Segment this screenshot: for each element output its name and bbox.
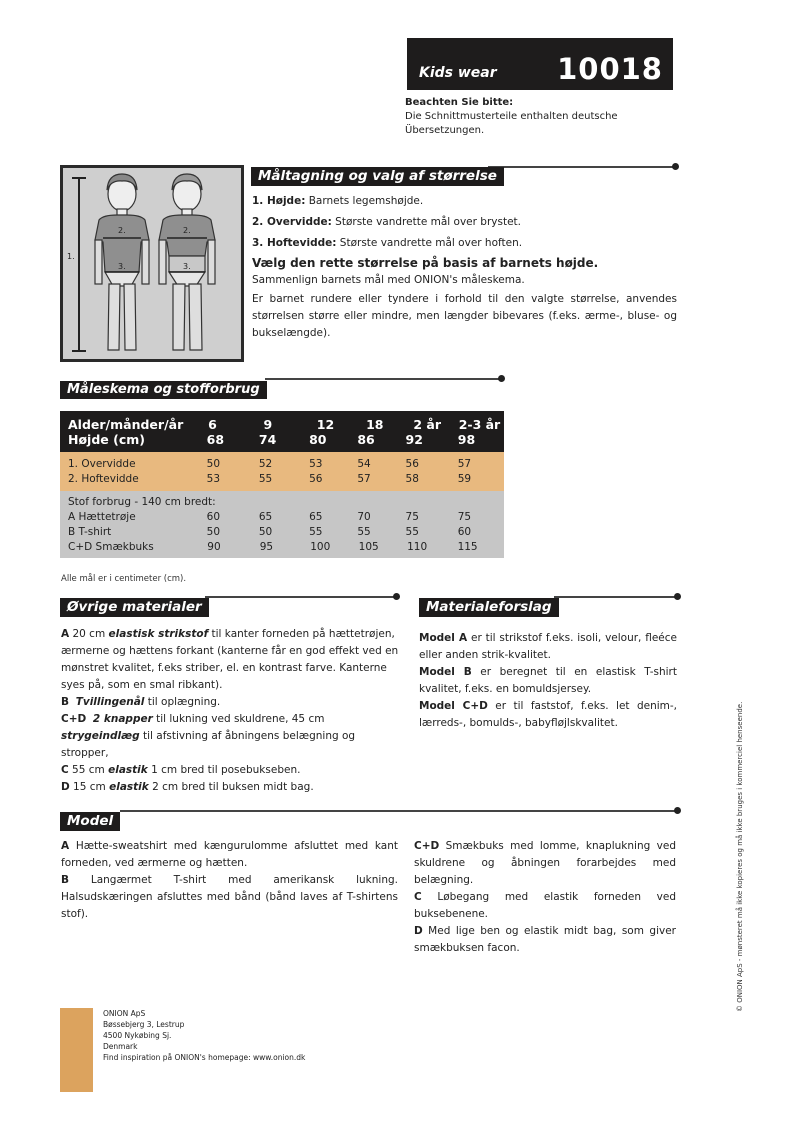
item-label: Model C+D — [419, 700, 488, 712]
item-label: C+D — [61, 713, 87, 725]
table-cell: 57 — [457, 458, 472, 470]
material-suggestions-text — [419, 630, 677, 732]
item-emphasis: Tvillingenål — [75, 696, 145, 708]
header-cell: 18 — [366, 417, 384, 432]
table-cell: 53 — [206, 473, 221, 485]
measuring-text — [252, 193, 677, 342]
table-cell: 90 — [207, 541, 221, 553]
measure-item — [252, 193, 677, 210]
item-text: er beregnet til en elastisk T-shirt kvalitet, f.eks. en bomuldsjersey. — [419, 666, 677, 695]
item-label: A — [61, 840, 70, 852]
material-item — [61, 694, 401, 711]
company-address: Bøssebjerg 3, Lestrup — [103, 1020, 185, 1029]
item-text: Med lige ben og elastik midt bag, som giver smækbuksen facon. — [414, 925, 676, 954]
other-materials-title: Øvrige materialer — [60, 598, 209, 617]
model-item — [414, 923, 676, 957]
header-cell: Højde (cm) — [68, 432, 145, 447]
size-chart-title: Måleskema og stofforbrug — [60, 381, 267, 399]
measure-item-label: 1. Højde: — [252, 195, 306, 207]
table-cell: 55 — [357, 526, 371, 538]
note-title: Beachten Sie bitte: — [405, 97, 514, 108]
item-text: Løbegang med elastik forneden ved buksebenene. — [414, 891, 676, 920]
item-label: A — [61, 628, 70, 640]
table-header — [60, 411, 504, 452]
header-cell: 98 — [457, 432, 476, 447]
item-emphasis: strygeindlæg — [61, 730, 140, 742]
model-item — [414, 838, 676, 889]
item-text: 55 cm — [68, 764, 109, 776]
item-text: til oplægning. — [144, 696, 221, 708]
item-text: Langærmet T-shirt med amerikansk lukning. Halsudskæringen afsluttes med bånd (bånd laves af T-shirtens stof). — [61, 874, 398, 920]
table-header-row — [60, 417, 504, 432]
measure-item-text: Største vandrette mål over brystet. — [331, 216, 521, 228]
table-footnote: Alle mål er i centimeter (cm). — [61, 574, 187, 584]
table-cell: 60 — [206, 511, 221, 523]
table-cell: 65 — [258, 511, 273, 523]
item-text: til lukning ved skuldrene, 45 cm — [152, 713, 325, 725]
table-cell: 100 — [310, 541, 331, 553]
model-section-title: Model — [60, 812, 120, 831]
item-emphasis: elastik — [109, 781, 149, 793]
material-item — [61, 762, 401, 779]
note-line: Übersetzungen. — [405, 125, 485, 136]
table-row — [60, 540, 504, 555]
chest-marker: 2. — [118, 226, 126, 235]
header-cell: 12 — [316, 417, 335, 432]
material-item — [61, 626, 401, 694]
advice-text: Er barnet rundere eller tyndere i forhold til den valgte størrelse, anvendes størrelsen større eller mindre, men længder bibevares (f.eks. ærme-, bluse- og bukselængde). — [252, 293, 677, 339]
rule-end-dot-icon — [674, 807, 681, 814]
table-cell: 58 — [405, 473, 419, 485]
height-marker: 1. — [67, 252, 75, 261]
row-label: B T-shirt — [68, 526, 112, 538]
table-cell: 55 — [309, 526, 323, 538]
item-text: er til faststof, f.eks. let denim-, lærreds-, bomulds-, babyfløjlskvalitet. — [419, 700, 677, 729]
item-label: Model B — [419, 666, 472, 678]
row-label: 1. Overvidde — [68, 458, 136, 470]
item-text: 20 cm — [69, 628, 109, 640]
company-address: 4500 Nykøbing Sj. — [103, 1031, 172, 1040]
other-materials-text — [61, 626, 401, 796]
table-cell: 95 — [259, 541, 274, 553]
table-cell: 56 — [405, 458, 419, 470]
material-suggestions-title: Materialeforslag — [419, 598, 559, 617]
fabric-title: Stof forbrug - 140 cm bredt: — [68, 496, 216, 508]
header-cell: 74 — [258, 432, 277, 447]
model-item — [61, 838, 398, 872]
header-cell: 68 — [206, 432, 225, 447]
item-text: Smækbuks med lomme, knaplukning ved skuldrene og åbningen forarbejdes med belægning. — [414, 840, 676, 886]
header-cell: Alder/månder/år — [68, 417, 184, 432]
item-label: D — [61, 781, 70, 793]
model-text-left — [61, 838, 398, 923]
suggestion-item — [419, 698, 677, 732]
note-line: Die Schnittmusterteile enthalten deutsche — [405, 111, 618, 122]
table-cell: 59 — [457, 473, 472, 485]
measure-item-text: Barnets legemshøjde. — [305, 195, 424, 207]
chest-marker: 2. — [183, 226, 191, 235]
header-cell: 92 — [405, 432, 423, 447]
model-item — [61, 872, 398, 923]
table-cell: 57 — [357, 473, 371, 485]
table-cell: 55 — [258, 473, 273, 485]
suggestion-item — [419, 630, 677, 664]
compare-text: Sammenlign barnets mål med ONION's måleskema. — [252, 274, 525, 286]
table-cell: 110 — [407, 541, 428, 553]
header-cell: 80 — [309, 432, 327, 447]
table-cell: 56 — [309, 473, 323, 485]
header-cell: 2-3 år — [458, 417, 501, 432]
item-label: D — [414, 925, 423, 937]
item-text: 2 cm bred til buksen midt bag. — [148, 781, 314, 793]
section-rule — [488, 166, 674, 168]
section-rule — [554, 596, 676, 598]
pattern-header — [407, 38, 673, 90]
pattern-number: 10018 — [557, 52, 663, 86]
copyright-notice: © ONION ApS - mønsteret må ikke kopieres og må ikke bruges i kommerciel henseende. — [736, 701, 744, 1012]
measurement-figure — [60, 165, 244, 362]
row-label: C+D Smækbuks — [68, 541, 154, 553]
item-emphasis: 2 knapper — [92, 713, 153, 725]
item-label: C — [414, 891, 422, 903]
category-label: Kids wear — [419, 65, 497, 81]
table-cell: 54 — [357, 458, 371, 470]
company-website[interactable]: Find inspiration på ONION's homepage: www.onion.dk — [103, 1053, 306, 1062]
item-text: 15 cm — [69, 781, 110, 793]
header-cell: 2 år — [413, 417, 442, 432]
item-label: C — [61, 764, 69, 776]
size-emphasis: Vælg den rette størrelse på basis af barnets højde. — [252, 256, 599, 270]
measure-item — [252, 235, 677, 252]
item-text: Hætte-sweatshirt med kængurulomme afsluttet med kant forneden, ved ærmerne og hætten. — [61, 840, 398, 869]
company-name: ONION ApS — [103, 1009, 146, 1018]
section-rule — [205, 596, 395, 598]
rule-end-dot-icon — [393, 593, 400, 600]
table-cell: 70 — [357, 511, 371, 523]
company-country: Denmark — [103, 1042, 138, 1051]
row-label: A Hættetrøje — [68, 511, 136, 523]
material-item — [61, 711, 401, 762]
measuring-section-title: Måltagning og valg af størrelse — [251, 167, 504, 186]
table-cell: 105 — [358, 541, 379, 553]
item-text: er til strikstof f.eks. isoli, velour, fleéce eller anden strik-kvalitet. — [419, 632, 677, 661]
fabric-rows — [60, 491, 504, 558]
rule-end-dot-icon — [674, 593, 681, 600]
table-cell: 53 — [309, 458, 323, 470]
translation-note — [405, 96, 618, 138]
table-row — [60, 510, 504, 525]
rule-end-dot-icon — [498, 375, 505, 382]
section-rule — [120, 810, 676, 812]
header-cell: 6 — [208, 417, 217, 432]
table-cell: 75 — [457, 511, 472, 523]
measurement-rows — [60, 452, 504, 491]
hip-marker: 3. — [118, 262, 126, 271]
table-cell: 55 — [405, 526, 419, 538]
header-cell: 86 — [357, 432, 375, 447]
rule-end-dot-icon — [672, 163, 679, 170]
measure-item-text: Største vandrette mål over hoften. — [336, 237, 523, 249]
item-emphasis: elastik — [108, 764, 148, 776]
section-rule — [265, 378, 499, 380]
measure-item-label: 2. Overvidde: — [252, 216, 332, 228]
table-cell: 50 — [258, 526, 273, 538]
item-emphasis: elastisk strikstof — [108, 628, 209, 640]
fabric-title-row — [60, 495, 504, 510]
model-text-right — [414, 838, 676, 957]
measure-item-label: 3. Hoftevidde: — [252, 237, 337, 249]
row-label: 2. Hoftevidde — [68, 473, 139, 485]
suggestion-item — [419, 664, 677, 698]
item-text: til afstivning af åbningens belægning og stropper, — [61, 730, 356, 759]
item-text: 1 cm bred til posebukseben. — [147, 764, 301, 776]
table-row — [60, 472, 504, 487]
table-row — [60, 457, 504, 472]
company-info — [103, 1008, 305, 1063]
table-cell: 50 — [206, 526, 221, 538]
table-cell: 60 — [457, 526, 472, 538]
size-chart-table — [60, 411, 504, 558]
table-row — [60, 525, 504, 540]
item-label: Model A — [419, 632, 468, 644]
brand-swatch — [60, 1008, 93, 1092]
hip-marker: 3. — [183, 262, 191, 271]
header-cell: 9 — [263, 417, 273, 432]
table-cell: 50 — [206, 458, 221, 470]
measure-item — [252, 214, 677, 231]
table-header-row — [60, 432, 504, 447]
table-cell: 52 — [258, 458, 273, 470]
model-item — [414, 889, 676, 923]
table-cell: 75 — [405, 511, 419, 523]
item-label: B — [61, 874, 70, 886]
table-cell: 65 — [309, 511, 323, 523]
item-label: B — [61, 696, 70, 708]
material-item — [61, 779, 401, 796]
table-cell: 115 — [457, 541, 478, 553]
item-text: til kanter forneden på hættetrøjen, ærmerne og hættens forkant (kanterne får en god effekt ved en mønstret kvalitet, f.eks striber, el. en kontrast farve. Kanterne syes på, som en smal ribkant). — [61, 628, 399, 691]
children-illustration-icon — [63, 168, 241, 359]
item-label: C+D — [414, 840, 440, 852]
